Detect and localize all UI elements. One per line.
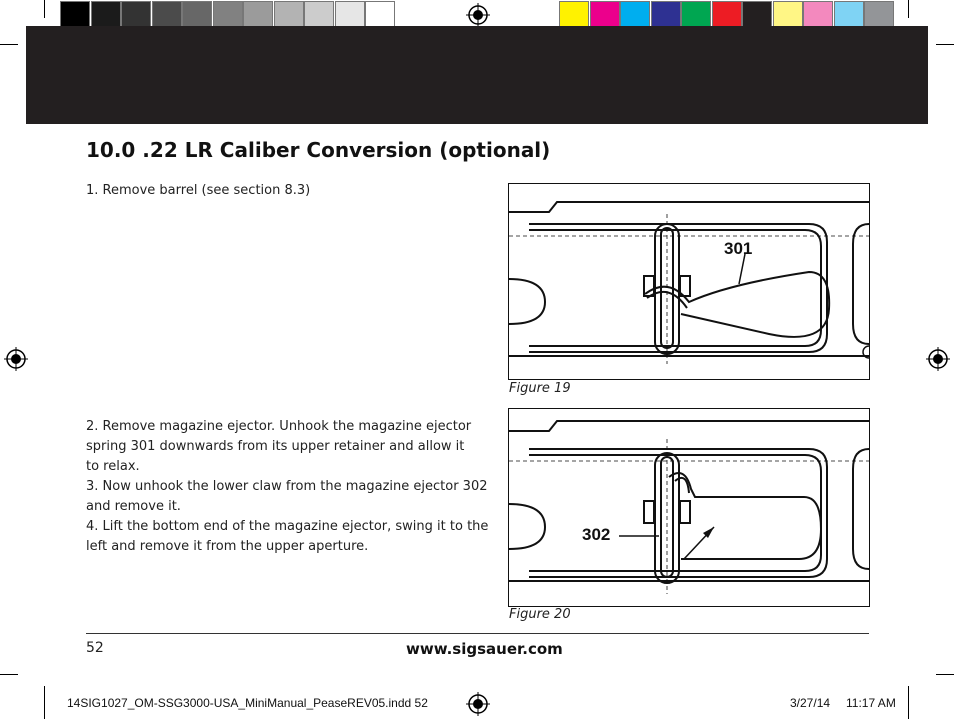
page-number: 52 [86, 640, 104, 656]
slug-time: 11:17 AM [846, 696, 896, 710]
slug-date: 3/27/14 [790, 696, 831, 710]
magazine-ejector-illustration [509, 184, 869, 379]
crop-mark [0, 44, 18, 45]
steps-2-4-text [86, 417, 496, 557]
section-title: 10.0 .22 LR Caliber Conversion (optional) [86, 138, 551, 162]
step-line: 2. Remove magazine ejector. Unhook the magazine ejector [86, 419, 472, 434]
crop-mark [908, 0, 909, 18]
callout-302: 302 [582, 525, 611, 544]
registration-mark-icon [466, 692, 490, 716]
step-line: 3. Now unhook the lower claw from the magazine ejector 302 [86, 479, 488, 494]
magazine-ejector-illustration [509, 409, 869, 606]
slug-filename: 14SIG1027_OM-SSG3000-USA_MiniManual_PeaseREV05.indd 52 [67, 696, 428, 710]
figure-19 [508, 183, 870, 380]
step-line: and remove it. [86, 499, 181, 514]
callout-301: 301 [724, 239, 753, 258]
crop-mark [44, 686, 45, 719]
registration-mark-icon [466, 3, 490, 27]
crop-mark [908, 686, 909, 719]
figure-19-caption: Figure 19 [509, 381, 571, 396]
figure-20-caption: Figure 20 [509, 607, 571, 622]
header-bar [26, 26, 928, 124]
step-1-text: 1. Remove barrel (see section 8.3) [86, 183, 311, 198]
step-line: left and remove it from the upper aperture. [86, 539, 369, 554]
step-line: spring 301 downwards from its upper retainer and allow it [86, 439, 465, 454]
crop-mark [936, 674, 954, 675]
step-line: 4. Lift the bottom end of the magazine ejector, swing it to the [86, 519, 489, 534]
registration-mark-icon [926, 347, 950, 371]
step-line: to relax. [86, 459, 140, 474]
website-link[interactable]: www.sigsauer.com [406, 640, 563, 658]
crop-mark [936, 44, 954, 45]
footer-rule [86, 633, 869, 634]
crop-mark [0, 674, 18, 675]
figure-20 [508, 408, 870, 607]
crop-mark [44, 0, 45, 18]
registration-mark-icon [4, 347, 28, 371]
